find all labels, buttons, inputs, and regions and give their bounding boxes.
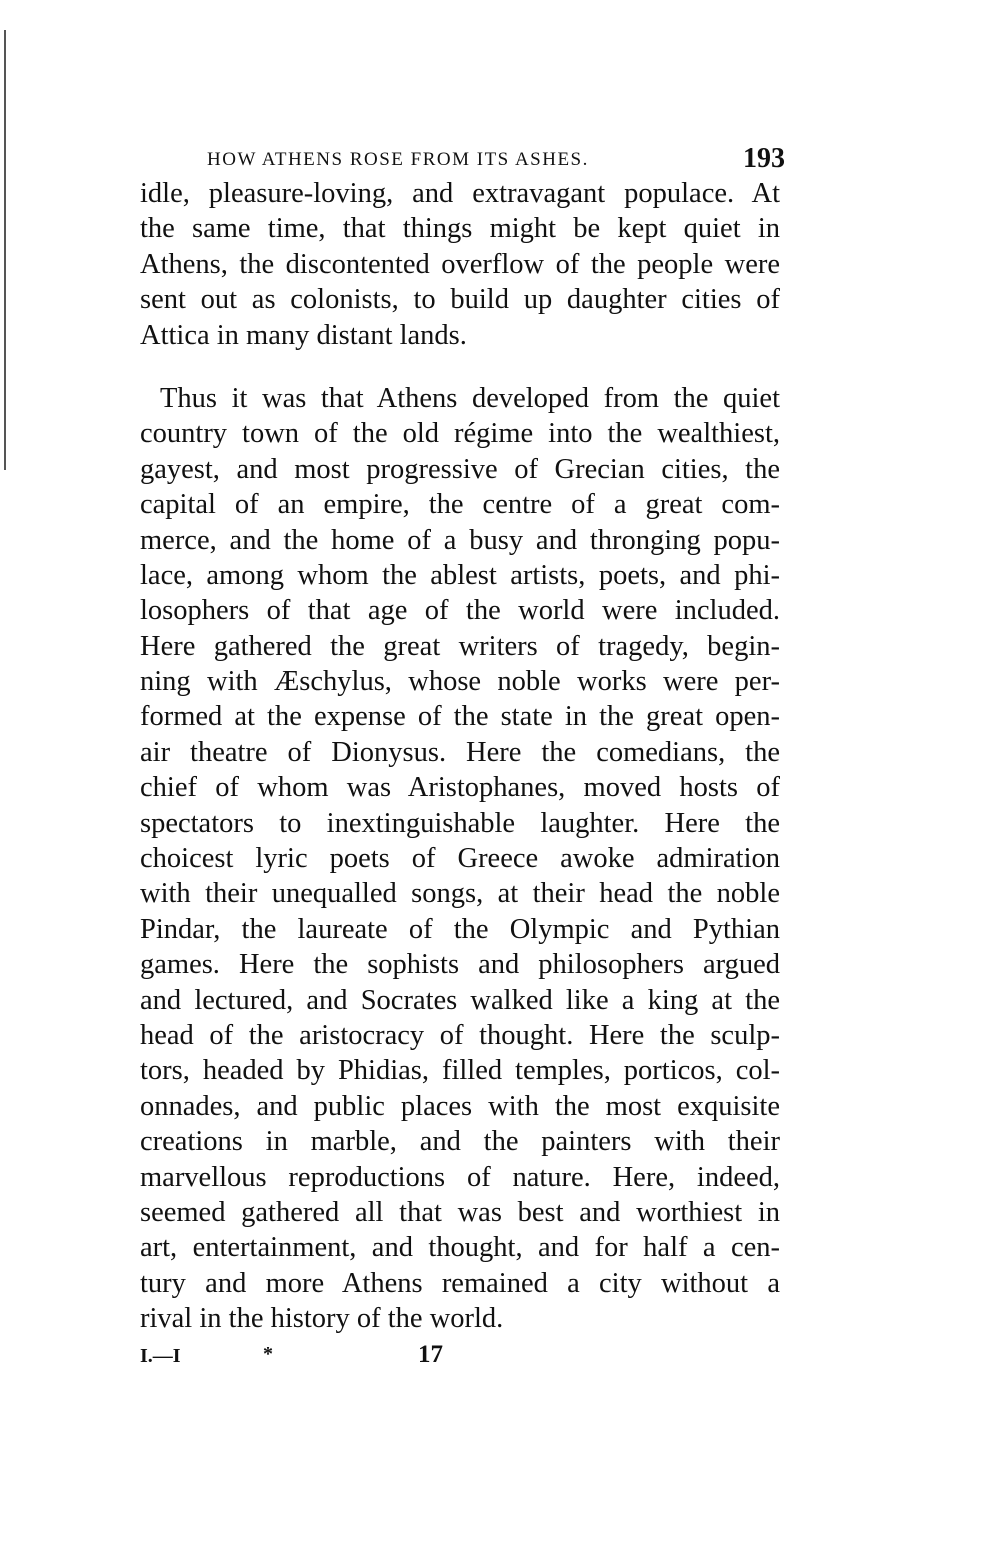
page-footer xyxy=(140,1341,540,1371)
text-line: Pindar, the laureate of the Olympic and Pythian xyxy=(140,913,780,945)
text-line: Attica in many distant lands. xyxy=(140,319,467,351)
text-line: head of the aristocracy of thought. Here the sculp- xyxy=(140,1019,780,1051)
page-body xyxy=(140,176,780,1337)
text-line: Here gathered the great writers of tragedy, begin- xyxy=(140,630,780,662)
text-line: Athens, the discontented overflow of the people were xyxy=(140,248,780,280)
signature-mark: I.—I xyxy=(140,1345,181,1367)
text-line: art, entertainment, and thought, and for half a cen- xyxy=(140,1232,780,1264)
text-line: onnades, and public places with the most exquisite xyxy=(140,1090,780,1122)
page-header xyxy=(207,143,785,179)
text-line: formed at the expense of the state in the great open- xyxy=(140,701,780,733)
text-line: the same time, that things might be kept quiet in xyxy=(140,213,780,245)
text-line: country town of the old régime into the wealthiest, xyxy=(140,418,780,450)
text-line: with their unequalled songs, at their head the noble xyxy=(140,878,780,910)
text-line: and lectured, and Socrates walked like a king at the xyxy=(140,984,780,1016)
scan-edge xyxy=(4,30,6,470)
paragraph xyxy=(140,381,780,1337)
text-line: seemed gathered all that was best and worthiest in xyxy=(140,1196,780,1228)
text-line: idle, pleasure-loving, and extravagant populace. At xyxy=(140,178,780,209)
text-line: chief of whom was Aristophanes, moved hosts of xyxy=(140,772,780,804)
text-line: choicest lyric poets of Greece awoke admiration xyxy=(140,843,780,875)
text-line: tors, headed by Phidias, filled temples, porticos, col- xyxy=(140,1055,780,1087)
text-line: lace, among whom the ablest artists, poets, and phi- xyxy=(140,559,780,591)
text-line: creations in marble, and the painters with their xyxy=(140,1126,780,1158)
text-line: spectators to inextinguishable laughter. Here the xyxy=(140,807,780,839)
text-line: Thus it was that Athens developed from the quiet xyxy=(160,382,780,414)
text-line: ning with Æschylus, whose noble works were per- xyxy=(140,666,780,698)
page-number: 193 xyxy=(743,143,785,174)
text-line: merce, and the home of a busy and thronging popu- xyxy=(140,524,780,556)
text-line: tury and more Athens remained a city without a xyxy=(140,1267,780,1299)
text-line: marvellous reproductions of nature. Here, indeed, xyxy=(140,1161,780,1193)
printer-mark: * xyxy=(263,1343,273,1365)
text-line: air theatre of Dionysus. Here the comedians, the xyxy=(140,736,780,768)
text-line: losophers of that age of the world were included. xyxy=(140,595,780,627)
text-line: sent out as colonists, to build up daughter cities of xyxy=(140,284,780,316)
text-line: games. Here the sophists and philosophers argued xyxy=(140,949,780,981)
sheet-number: 17 xyxy=(418,1341,443,1368)
paragraph-gap xyxy=(140,353,780,381)
text-line: capital of an empire, the centre of a great com- xyxy=(140,489,780,521)
text-line: gayest, and most progressive of Grecian cities, the xyxy=(140,453,780,485)
paragraph xyxy=(140,176,780,353)
running-title: HOW ATHENS ROSE FROM ITS ASHES. xyxy=(207,149,589,170)
text-line: rival in the history of the world. xyxy=(140,1303,504,1335)
